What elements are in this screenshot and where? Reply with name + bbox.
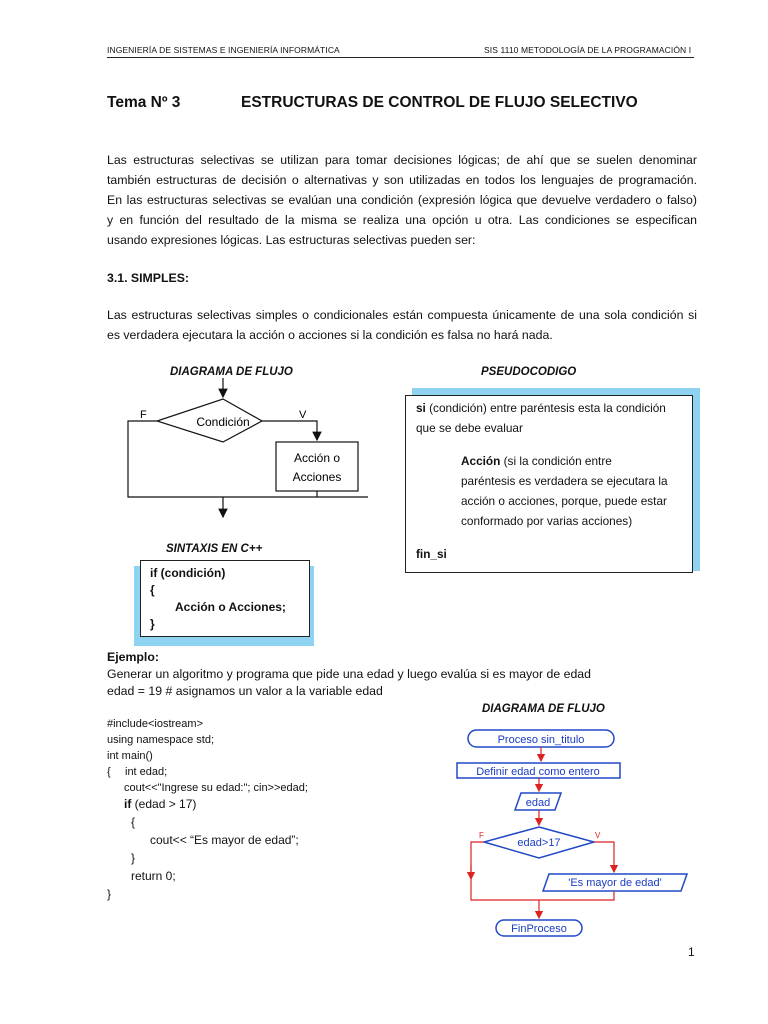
section-title: 3.1. SIMPLES:: [107, 271, 190, 285]
example-line1: Generar un algoritmo y programa que pide una edad y luego evalúa si es mayor de edad: [107, 667, 591, 681]
header-left: INGENIERÍA DE SISTEMAS E INGENIERÍA INFORMÁTICA: [107, 45, 340, 55]
false-label: F: [479, 831, 484, 840]
header-rule: [107, 57, 694, 58]
flow2-title: DIAGRAMA DE FLUJO: [482, 703, 605, 715]
pseudo-fin: fin_si: [416, 547, 447, 561]
syntax-line1: if (condición): [150, 566, 226, 580]
code-line: int main(): [107, 750, 153, 762]
syntax-line3: Acción o Acciones;: [175, 600, 286, 614]
header-right: SIS 1110 METODOLOGÍA DE LA PROGRAMACIÓN I: [484, 45, 692, 55]
syntax-line2: {: [150, 583, 155, 597]
intro-paragraph: [107, 150, 697, 250]
pseudo-box: [405, 395, 693, 573]
read-label: edad: [525, 797, 551, 809]
flowchart-simple: [120, 378, 380, 523]
condition-label: Condición: [196, 415, 250, 429]
true-path: [594, 842, 614, 872]
example-line2: edad = 19 # asignamos un valor a la variable edad: [107, 684, 383, 698]
intro-line: usando expresiones lógicas. Las estructuras selectivas pueden ser:: [107, 233, 476, 247]
simple-line: Las estructuras selectivas simples o condicionales están compuesta únicamente de una sola condición si: [107, 308, 697, 322]
true-branch: [262, 421, 317, 440]
pseudo-action-4: conformado por varias acciones): [461, 514, 633, 528]
simple-line: es verdadera ejecutara la acción o acciones si la condición es falsa no hará nada.: [107, 328, 553, 342]
intro-line: y en función del resultado de la misma se realiza una opción u otra. Las condiciones se especifican: [107, 213, 697, 227]
true-label: V: [595, 831, 601, 840]
pseudo-line1: si (condición) entre paréntesis esta la condición: [416, 401, 666, 415]
code-line: using namespace std;: [107, 734, 215, 746]
define-label: Definir edad como entero: [476, 766, 600, 778]
code-if-line: if (edad > 17): [124, 797, 197, 811]
code-line: #include<iostream>: [107, 718, 204, 730]
simple-paragraph: [107, 305, 697, 345]
start-label: Proceso sin_titulo: [497, 734, 585, 746]
pseudo-action-1: Acción (si la condición entre: [461, 454, 612, 468]
code-line: }: [107, 887, 112, 901]
action-label-2: Acciones: [292, 470, 342, 484]
condition-label: edad>17: [517, 837, 561, 849]
true-label: V: [299, 409, 307, 421]
code-line: return 0;: [131, 869, 176, 883]
syntax-box: [140, 560, 310, 637]
pseudo-action-2: paréntesis es verdadera se ejecutara la: [461, 474, 668, 488]
end-label: FinProceso: [511, 923, 567, 935]
flow1-title: DIAGRAMA DE FLUJO: [170, 366, 293, 378]
syntax-line4: }: [150, 617, 155, 631]
syntax-title: SINTAXIS EN C++: [166, 543, 263, 555]
pseudo-line2: que se debe evaluar: [416, 421, 523, 435]
pseudo-title: PSEUDOCODIGO: [481, 366, 577, 378]
code-line: cout<<"Ingrese su edad:"; cin>>edad;: [124, 782, 308, 794]
action-label-1: Acción o: [293, 451, 341, 465]
example-heading: Ejemplo:: [107, 650, 159, 664]
code-line: cout<< “Es mayor de edad”;: [150, 833, 299, 847]
output-label: 'Es mayor de edad': [568, 877, 662, 889]
code-line: {: [107, 766, 111, 778]
intro-line: también estructuras de decisión o alternativas y son utilizadas en todos los lenguajes de programación.: [107, 173, 697, 187]
flowchart-example: [455, 725, 662, 940]
code-line: {: [131, 815, 136, 829]
pseudo-action-3: acción o acciones, porque, puede estar: [461, 494, 667, 508]
intro-line: Las estructuras selectivas se utilizan para tomar decisiones lógicas; de ahí que se suelen denominar: [107, 153, 697, 167]
intro-line: En las estructuras selectivas se evalúan una condición (expresión lógica que devuelve verdadero o falso): [107, 193, 697, 207]
topic-number: Tema Nº 3: [107, 94, 181, 111]
false-label: F: [140, 409, 147, 421]
page-title: ESTRUCTURAS DE CONTROL DE FLUJO SELECTIVO: [241, 94, 638, 111]
page-number: 1: [688, 945, 695, 959]
code-line: }: [131, 851, 136, 865]
code-line: int edad;: [125, 766, 168, 778]
